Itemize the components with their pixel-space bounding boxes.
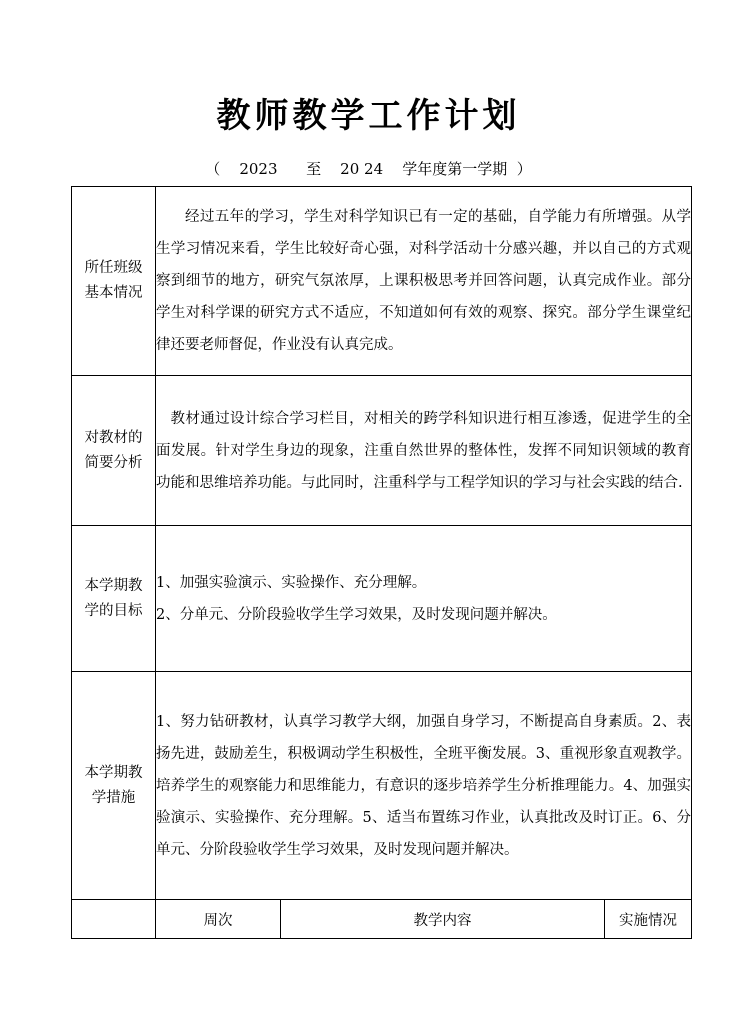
week-header: 周次 <box>156 900 281 939</box>
page-title: 教师教学工作计划 <box>216 96 521 136</box>
goal-item: 2、分单元、分阶段验收学生学习效果，及时发现问题并解决。 <box>156 606 557 623</box>
row-class-info <box>72 187 692 376</box>
row-measures <box>72 672 692 900</box>
content-header: 教学内容 <box>281 900 605 939</box>
measures-label <box>72 672 156 900</box>
textbook-label-text: 对教材的 简要分析 <box>84 429 143 471</box>
status-header: 实施情况 <box>605 900 692 939</box>
plan-table <box>71 186 692 939</box>
row-textbook <box>72 376 692 526</box>
textbook-content: 教材通过设计综合学习栏目，对相关的跨学科知识进行相互渗透，促进学生的全面发展。针对学生身边的现象，注重自然世界的整体性，发挥不同知识领域的教育功能和思维培养功能。与此同时，注重科学与工程学知识的学习与社会实践的结合. <box>156 376 692 526</box>
goals-label <box>72 526 156 672</box>
row-goals <box>72 526 692 672</box>
class-info-label <box>72 187 156 376</box>
school-year-line: （ 2023 至 20 24 学年度第一学期 ） <box>205 160 532 178</box>
measures-content: 1、努力钻研教材，认真学习教学大纲，加强自身学习，不断提高自身素质。2、表扬先进，鼓励差生，积极调动学生积极性，全班平衡发展。3、重视形象直观教学。培养学生的观察能力和思维能力，有意识的逐步培养学生分析推理能力。4、加强实验演示、实验操作、充分理解。5、适当布置练习作业，认真批改及时订正。6、分单元、分阶段验收学生学习效果，及时发现问题并解决。 <box>156 672 692 900</box>
goals-content <box>156 526 692 672</box>
textbook-label <box>72 376 156 526</box>
measures-label-text: 本学期教 学措施 <box>84 764 143 806</box>
goals-label-text: 本学期教 学的目标 <box>84 577 143 619</box>
schedule-header-row <box>72 900 692 939</box>
schedule-blank-cell <box>72 900 156 939</box>
class-info-label-text: 所任班级 基本情况 <box>84 260 143 301</box>
goal-item: 1、加强实验演示、实验操作、充分理解。 <box>156 574 427 591</box>
class-info-content: 经过五年的学习，学生对科学知识已有一定的基础，自学能力有所增强。从学生学习情况来看，学生比较好奇心强，对科学活动十分感兴趣，并以自己的方式观察到细节的地方，研究气氛浓厚，上课积极思考并回答问题，认真完成作业。部分学生对科学课的研究方式不适应，不知道如何有效的观察、探究。部分学生课堂纪律还要老师督促，作业没有认真完成。 <box>156 187 692 376</box>
